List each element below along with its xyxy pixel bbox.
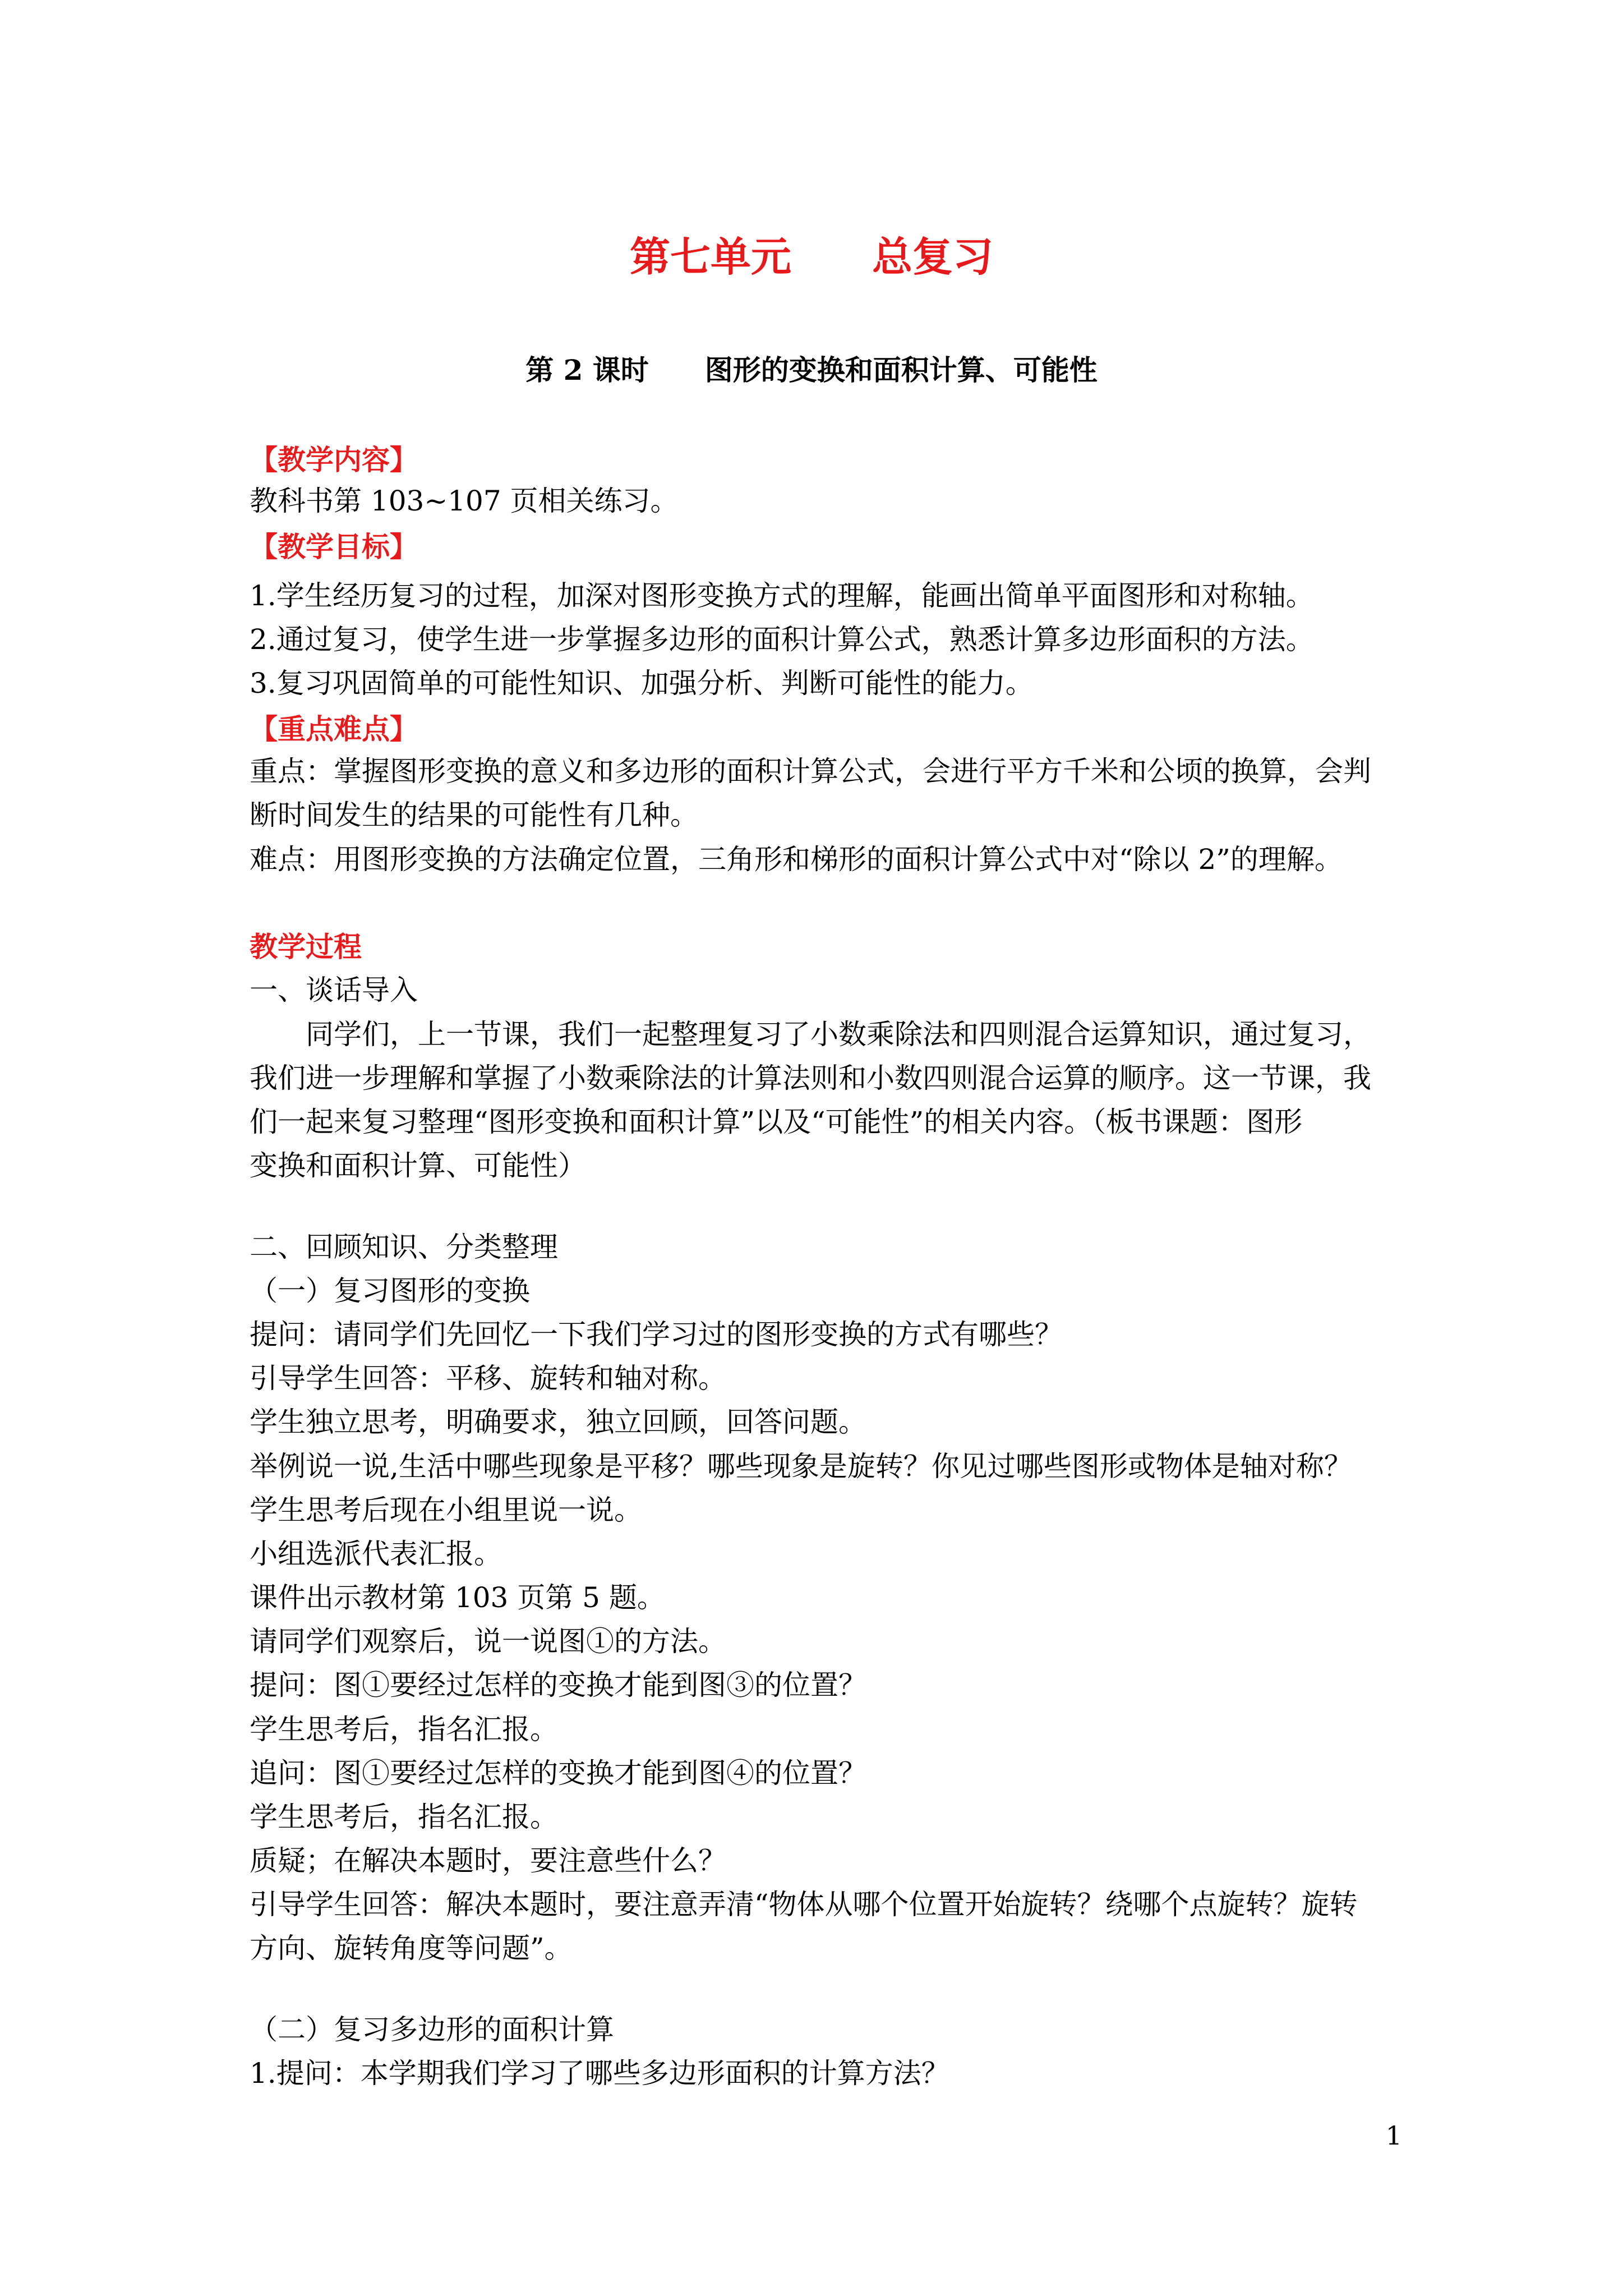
goals-heading: 【教学目标】 [250,530,418,563]
page-number: 1 [1385,2120,1402,2151]
goal-2: 2.通过复习，使学生进一步掌握多边形的面积计算公式，熟悉计算多边形面积的方法。 [250,623,1314,656]
body-line: 学生思考后，指名汇报。 [250,1713,558,1746]
body-line: 学生独立思考，明确要求，独立回顾，回答问题。 [250,1406,866,1438]
goal-1: 1.学生经历复习的过程，加深对图形变换方式的理解，能画出简单平面图形和对称轴。 [250,579,1314,612]
body-line: 学生思考后现在小组里说一说。 [250,1494,642,1526]
body-line: 引导学生回答：解决本题时，要注意弄清“物体从哪个位置开始旋转？绕哪个点旋转？旋转 [250,1888,1358,1921]
body-line: 1.提问：本学期我们学习了哪些多边形面积的计算方法？ [250,2057,949,2090]
body-line: 提问：图①要经过怎样的变换才能到图③的位置？ [250,1669,866,1701]
intro-paragraph-line: 变换和面积计算、可能性） [250,1149,586,1182]
sub1-heading: （一）复习图形的变换 [250,1274,530,1307]
lesson-title: 第 2 课时 图形的变换和面积计算、可能性 [525,353,1098,386]
body-line: 引导学生回答：平移、旋转和轴对称。 [250,1362,726,1395]
content-text: 教科书第 103~107 页相关练习。 [250,485,679,517]
difficult-point: 难点：用图形变换的方法确定位置，三角形和梯形的面积计算公式中对“除以 2”的理解。 [250,843,1343,876]
body-line: 学生思考后，指名汇报。 [250,1801,558,1833]
process-heading: 教学过程 [250,930,362,963]
body-line: 举例说一说,生活中哪些现象是平移？哪些现象是旋转？你见过哪些图形或物体是轴对称？ [250,1450,1352,1483]
goal-3: 3.复习巩固简单的可能性知识、加强分析、判断可能性的能力。 [250,667,1034,700]
sub2-heading: （二）复习多边形的面积计算 [250,2013,614,2046]
body-line: 方向、旋转角度等问题”。 [250,1932,573,1964]
key-point-line-1: 重点：掌握图形变换的意义和多边形的面积计算公式，会进行平方千米和公顷的换算，会判 [250,755,1371,788]
key-heading: 【重点难点】 [250,712,418,746]
body-line: 课件出示教材第 103 页第 5 题。 [250,1581,665,1614]
intro-heading: 一、谈话导入 [250,974,418,1006]
intro-paragraph-line: 我们进一步理解和掌握了小数乘除法的计算法则和小数四则混合运算的顺序。这一节课，我 [250,1062,1371,1094]
body-line: 追问：图①要经过怎样的变换才能到图④的位置？ [250,1757,866,1789]
review-heading: 二、回顾知识、分类整理 [250,1231,558,1263]
body-line: 小组选派代表汇报。 [250,1538,502,1570]
intro-paragraph-line: 同学们，上一节课，我们一起整理复习了小数乘除法和四则混合运算知识，通过复习， [250,1018,1371,1051]
intro-paragraph-line: 们一起来复习整理“图形变换和面积计算”以及“可能性”的相关内容。（板书课题：图形 [250,1106,1303,1138]
key-point-line-2: 断时间发生的结果的可能性有几种。 [250,799,698,831]
body-line: 提问：请同学们先回忆一下我们学习过的图形变换的方式有哪些？ [250,1318,1063,1351]
content-heading: 【教学内容】 [250,443,418,476]
body-line: 质疑；在解决本题时，要注意些什么？ [250,1844,726,1877]
unit-title: 第七单元 总复习 [629,233,993,280]
body-line: 请同学们观察后，说一说图①的方法。 [250,1625,726,1658]
